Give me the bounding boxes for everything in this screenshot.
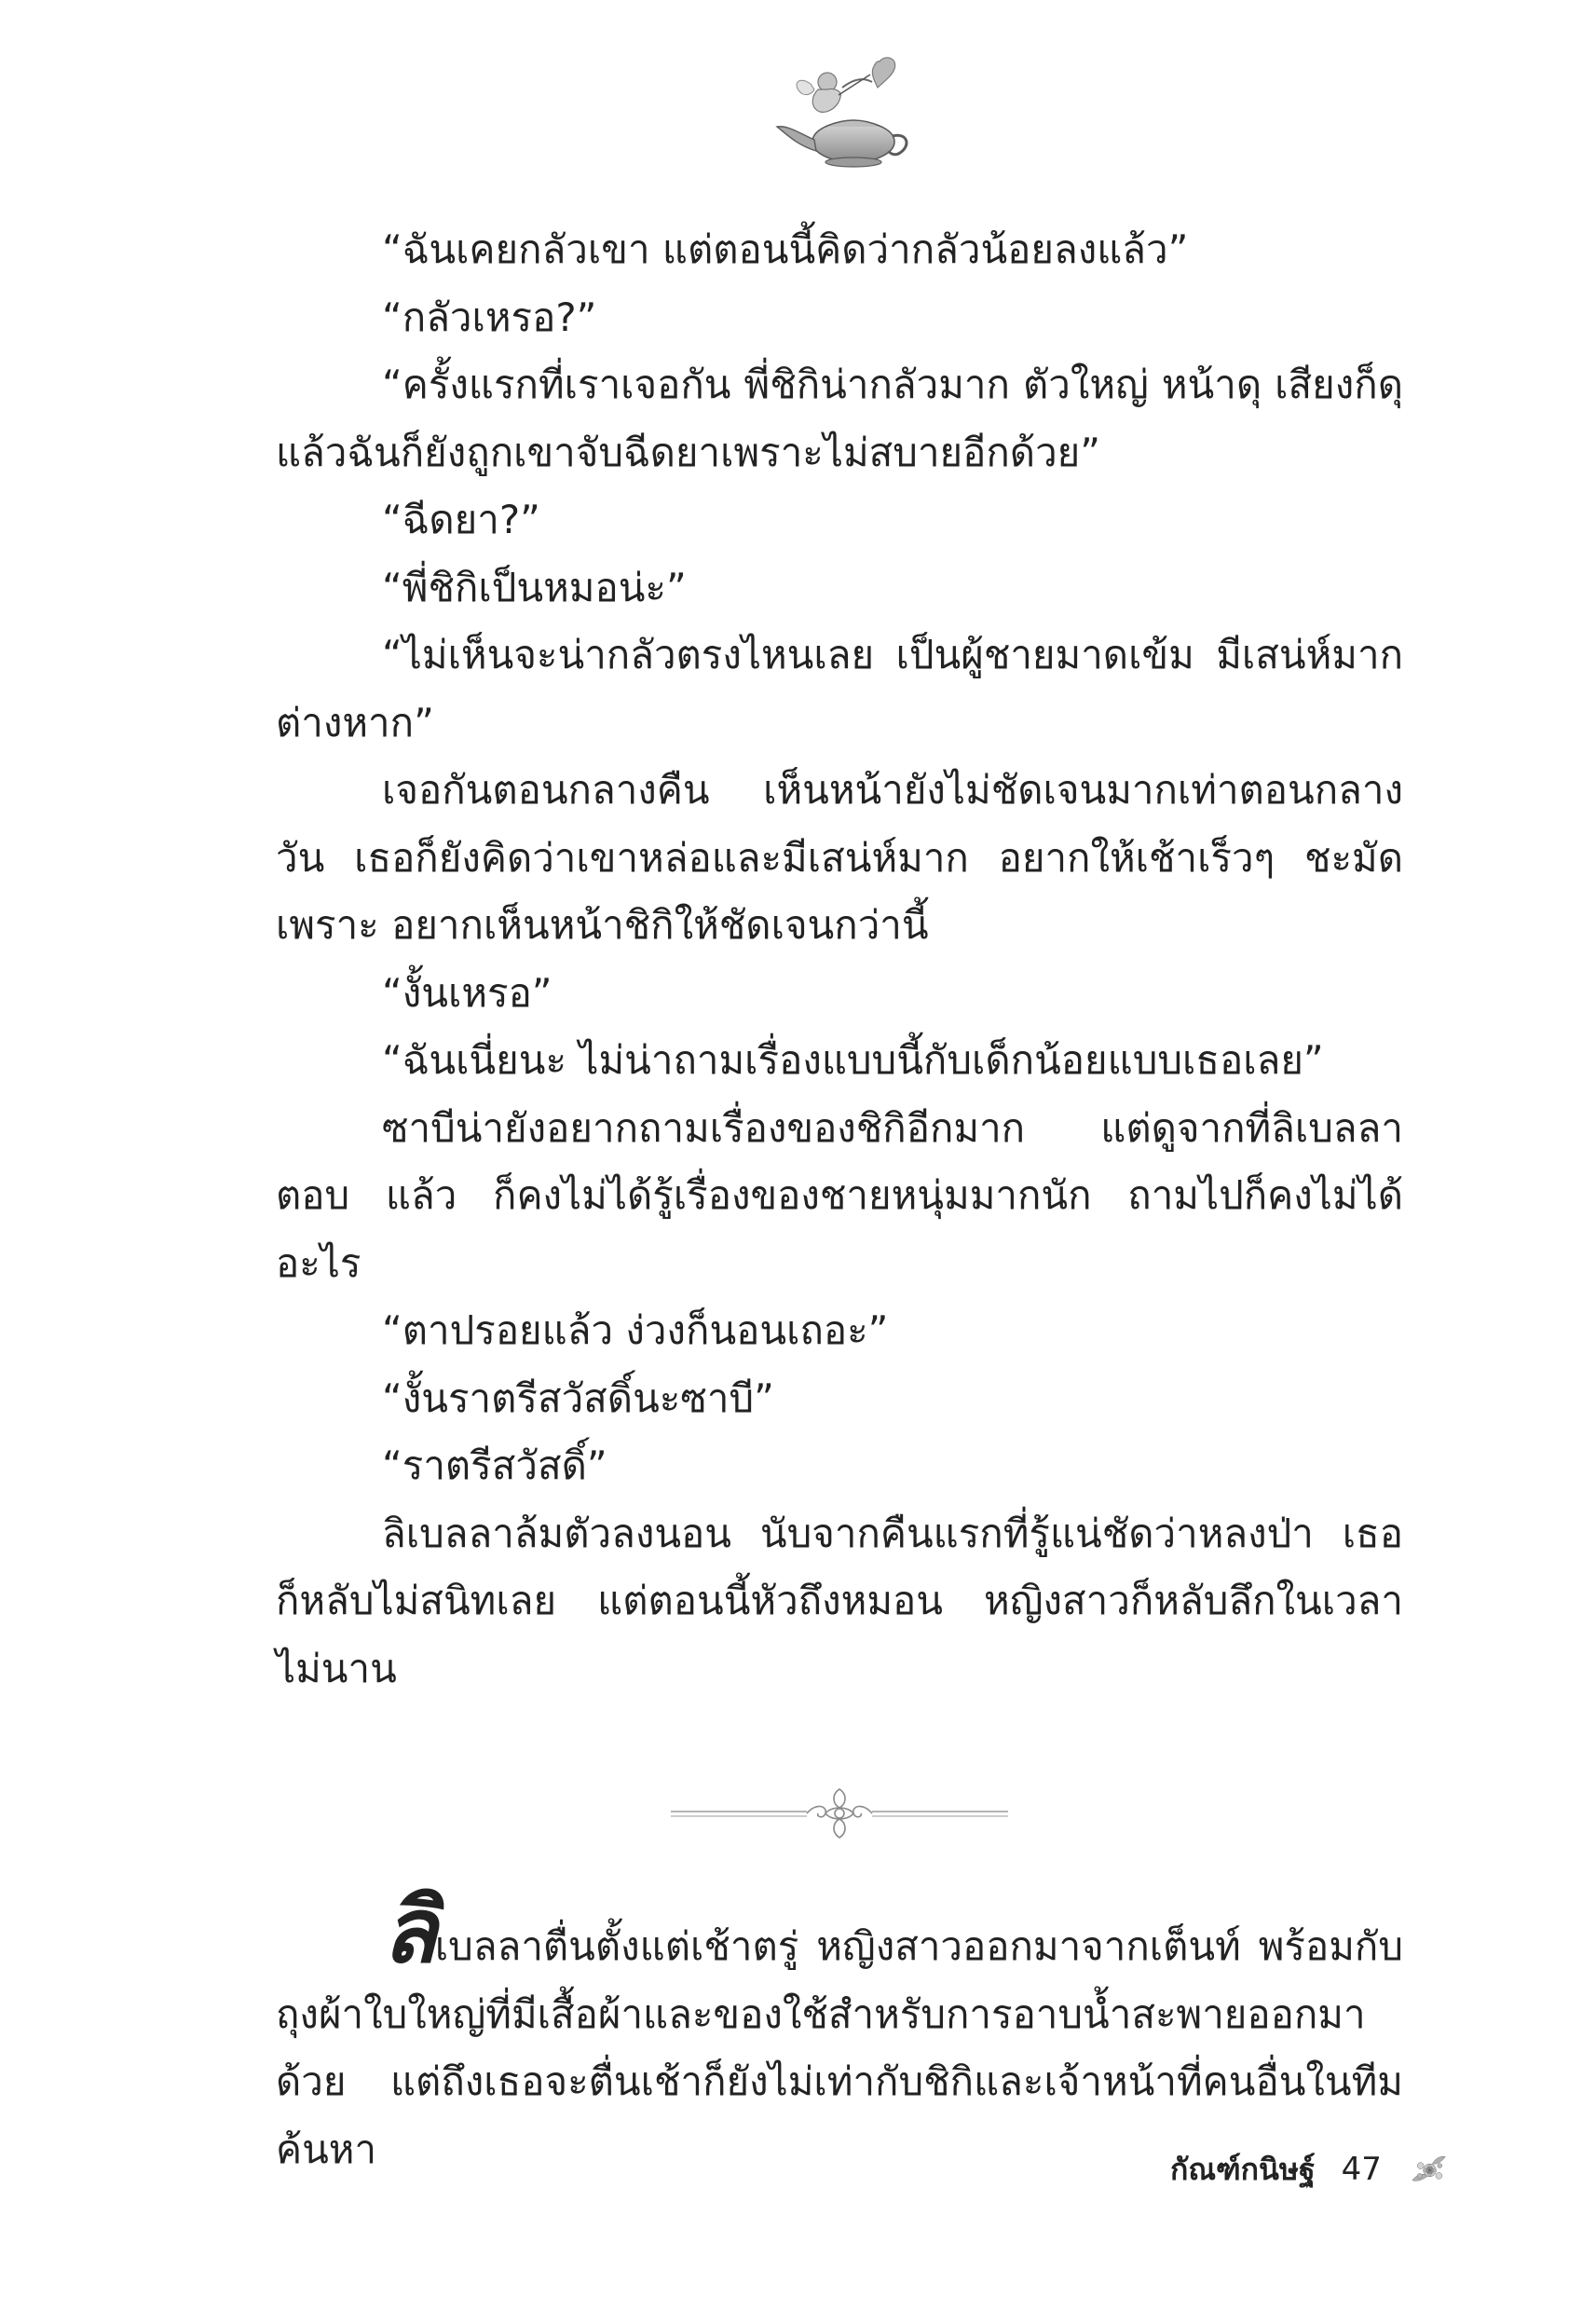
paragraph: “งั้นราตรีสวัสดิ์นะซาบี” — [382, 1374, 774, 1421]
body-text — [276, 216, 1403, 1702]
paragraph: “ฉีดยา?” — [382, 497, 540, 542]
paragraph: “กลัวเหรอ?” — [382, 294, 597, 340]
paragraph: “ฉันเคยกลัวเขา แต่ตอนนี้คิดว่ากลัวน้อยลงแล้ว” — [382, 226, 1189, 272]
paragraph: ซาบีน่ายังอยากถามเรื่องของชิกิอีกมาก แต่ดูจากที่ลิเบลลาตอบ แล้ว ก็คงไม่ได้รู้เรื่องของชายหนุ่มมากนัก ถามไปก็คงไม่ได้อะไร — [276, 1104, 1403, 1286]
paragraph: ลิเบลลาล้มตัวลงนอน นับจากคืนแรกที่รู้แน่ชัดว่าหลงป่า เธอ ก็หลับไม่สนิทเลย แต่ตอนนี้หัวถึงหมอน หญิงสาวก็หลับลึกในเวลา ไม่นาน — [276, 1510, 1403, 1691]
paragraph: “ราตรีสวัสดิ์” — [382, 1443, 607, 1488]
drop-cap: ลิ — [382, 1879, 435, 1983]
page-number: 47 — [1341, 2151, 1382, 2188]
page-footer — [1170, 2132, 1450, 2207]
paragraph: “พี่ชิกิเป็นหมอน่ะ” — [382, 564, 687, 610]
scroll-divider-icon — [667, 1785, 1012, 1841]
paragraph: “ฉันเนี่ยนะ ไม่น่าถามเรื่องแบบนี้กับเด็กน้อยแบบเธอเลย” — [382, 1037, 1324, 1083]
teapot-ornament-icon — [770, 54, 919, 171]
book-title: กัณฑ์กนิษฐ์ — [1170, 2151, 1316, 2187]
paragraph: “ตาปรอยแล้ว ง่วงก็นอนเถอะ” — [382, 1307, 889, 1353]
flower-ornament-icon — [1408, 2134, 1450, 2205]
paragraph: “ครั้งแรกที่เราเจอกัน พี่ชิกิน่ากลัวมาก ตัวใหญ่ หน้าดุ เสียงก็ดุ แล้วฉันก็ยังถูกเขาจับฉีดยาเพราะไม่สบายอีกด้วย” — [276, 362, 1403, 475]
paragraph: เจอกันตอนกลางคืน เห็นหน้ายังไม่ชัดเจนมากเท่าตอนกลางวัน เธอก็ยังคิดว่าเขาหล่อและมีเสน่ห์มาก อยากให้เช้าเร็วๆ ชะมัด เพราะ อยากเห็นหน้าชิกิให้ชัดเจนกว่านี้ — [276, 767, 1403, 948]
paragraph: “ไม่เห็นจะน่ากลัวตรงไหนเลย เป็นผู้ชายมาดเข้ม มีเสน่ห์มาก ต่างหาก” — [276, 632, 1403, 745]
paragraph: “งั้นเหรอ” — [382, 969, 552, 1016]
paragraph-text: เบลลาตื่นตั้งแต่เช้าตรู่ หญิงสาวออกมาจากเต็นท์ พร้อมกับ ถุงผ้าใบใหญ่ที่มีเสื้อผ้าและของใช้สำหรับการอาบน้ำสะพายออกมาด้วย แต่ถึงเธอจะตื่นเช้าก็ยังไม่เท่ากับชิกิและเจ้าหน้าที่คนอื่นในทีมค้นหา — [276, 1923, 1403, 2172]
